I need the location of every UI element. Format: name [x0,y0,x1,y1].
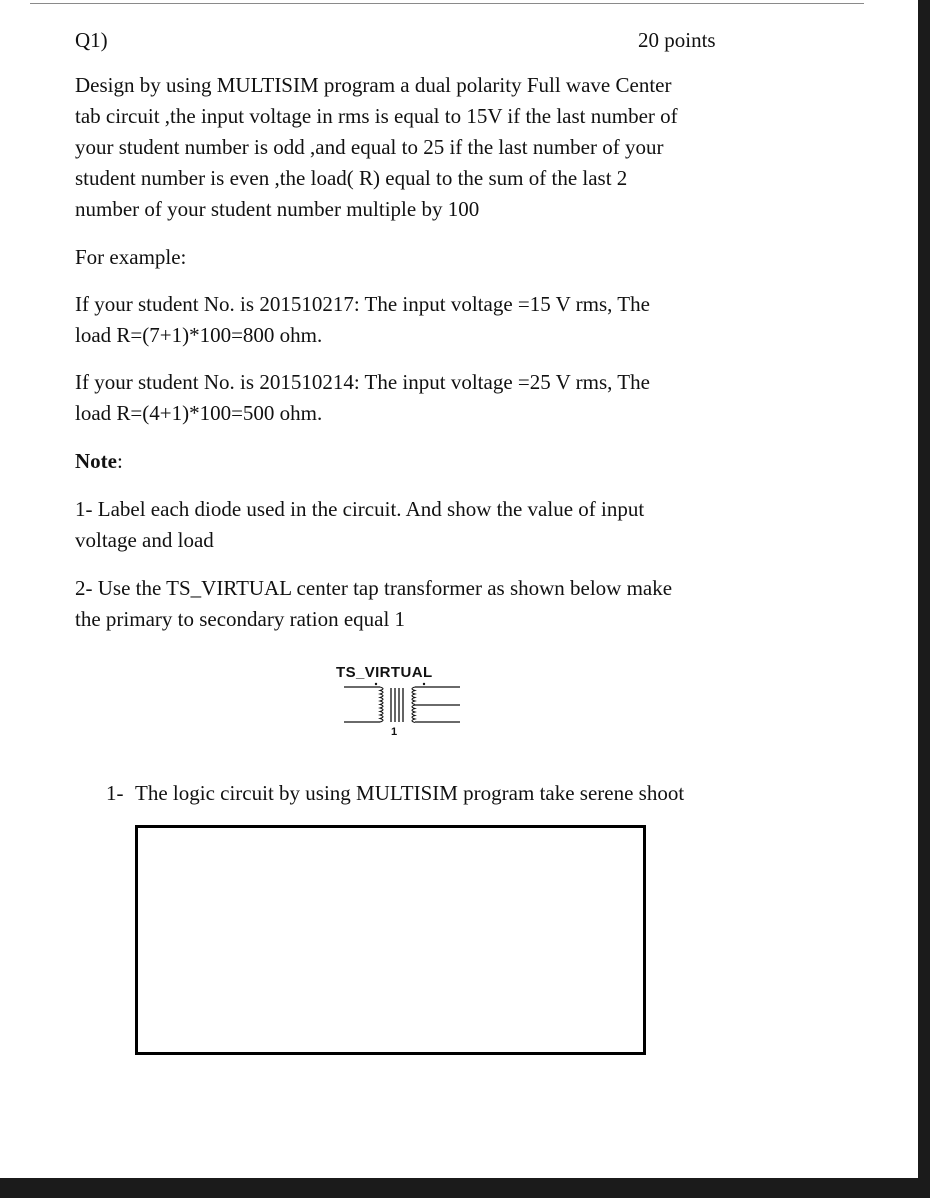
question-points: 20 points [638,28,716,52]
task-number: 1- [106,781,124,805]
note-item-1 [75,494,775,556]
top-divider [30,3,864,4]
task-item [106,778,684,809]
note-heading-line [75,446,775,477]
transformer-title: TS_VIRTUAL [336,664,433,681]
example-line: If your student No. is 201510214: The input voltage =25 V rms, The [75,370,650,394]
example-line: If your student No. is 201510217: The input voltage =15 V rms, The [75,292,650,316]
example-line: load R=(4+1)*100=500 ohm. [75,401,323,425]
example-heading [75,242,775,273]
design-paragraph [75,70,775,225]
example-case-2 [75,367,775,429]
transformer-ratio-label: 1 [391,726,398,738]
note-heading-text: Note [75,449,117,473]
note-line: 2- Use the TS_VIRTUAL center tap transformer as shown below make [75,576,673,600]
paragraph-line: Design by using MULTISIM program a dual polarity Full wave Center [75,73,672,97]
note-colon: : [116,449,123,473]
answer-box [135,825,646,1055]
paragraph-line: tab circuit ,the input voltage in rms is equal to 15V if the last number of [75,104,678,128]
paragraph-line: your student number is odd ,and equal to 25 if the last number of your [75,135,664,159]
note-line: 1- Label each diode used in the circuit. And show the value of input [75,497,645,521]
paragraph-line: number of your student number multiple by 100 [75,197,480,221]
question-label: Q1) [75,28,108,52]
example-line: load R=(7+1)*100=800 ohm. [75,323,323,347]
paragraph-line: student number is even ,the load( R) equal to the sum of the last 2 [75,166,628,190]
transformer-figure [336,662,472,742]
note-line: voltage and load [75,528,214,552]
task-text: The logic circuit by using MULTISIM program take serene shoot [135,781,685,805]
note-item-2 [75,573,775,635]
note-heading [75,446,775,477]
example-heading-text: For example: [75,245,187,269]
note-line: the primary to secondary ration equal 1 [75,607,406,631]
example-case-1 [75,289,775,351]
